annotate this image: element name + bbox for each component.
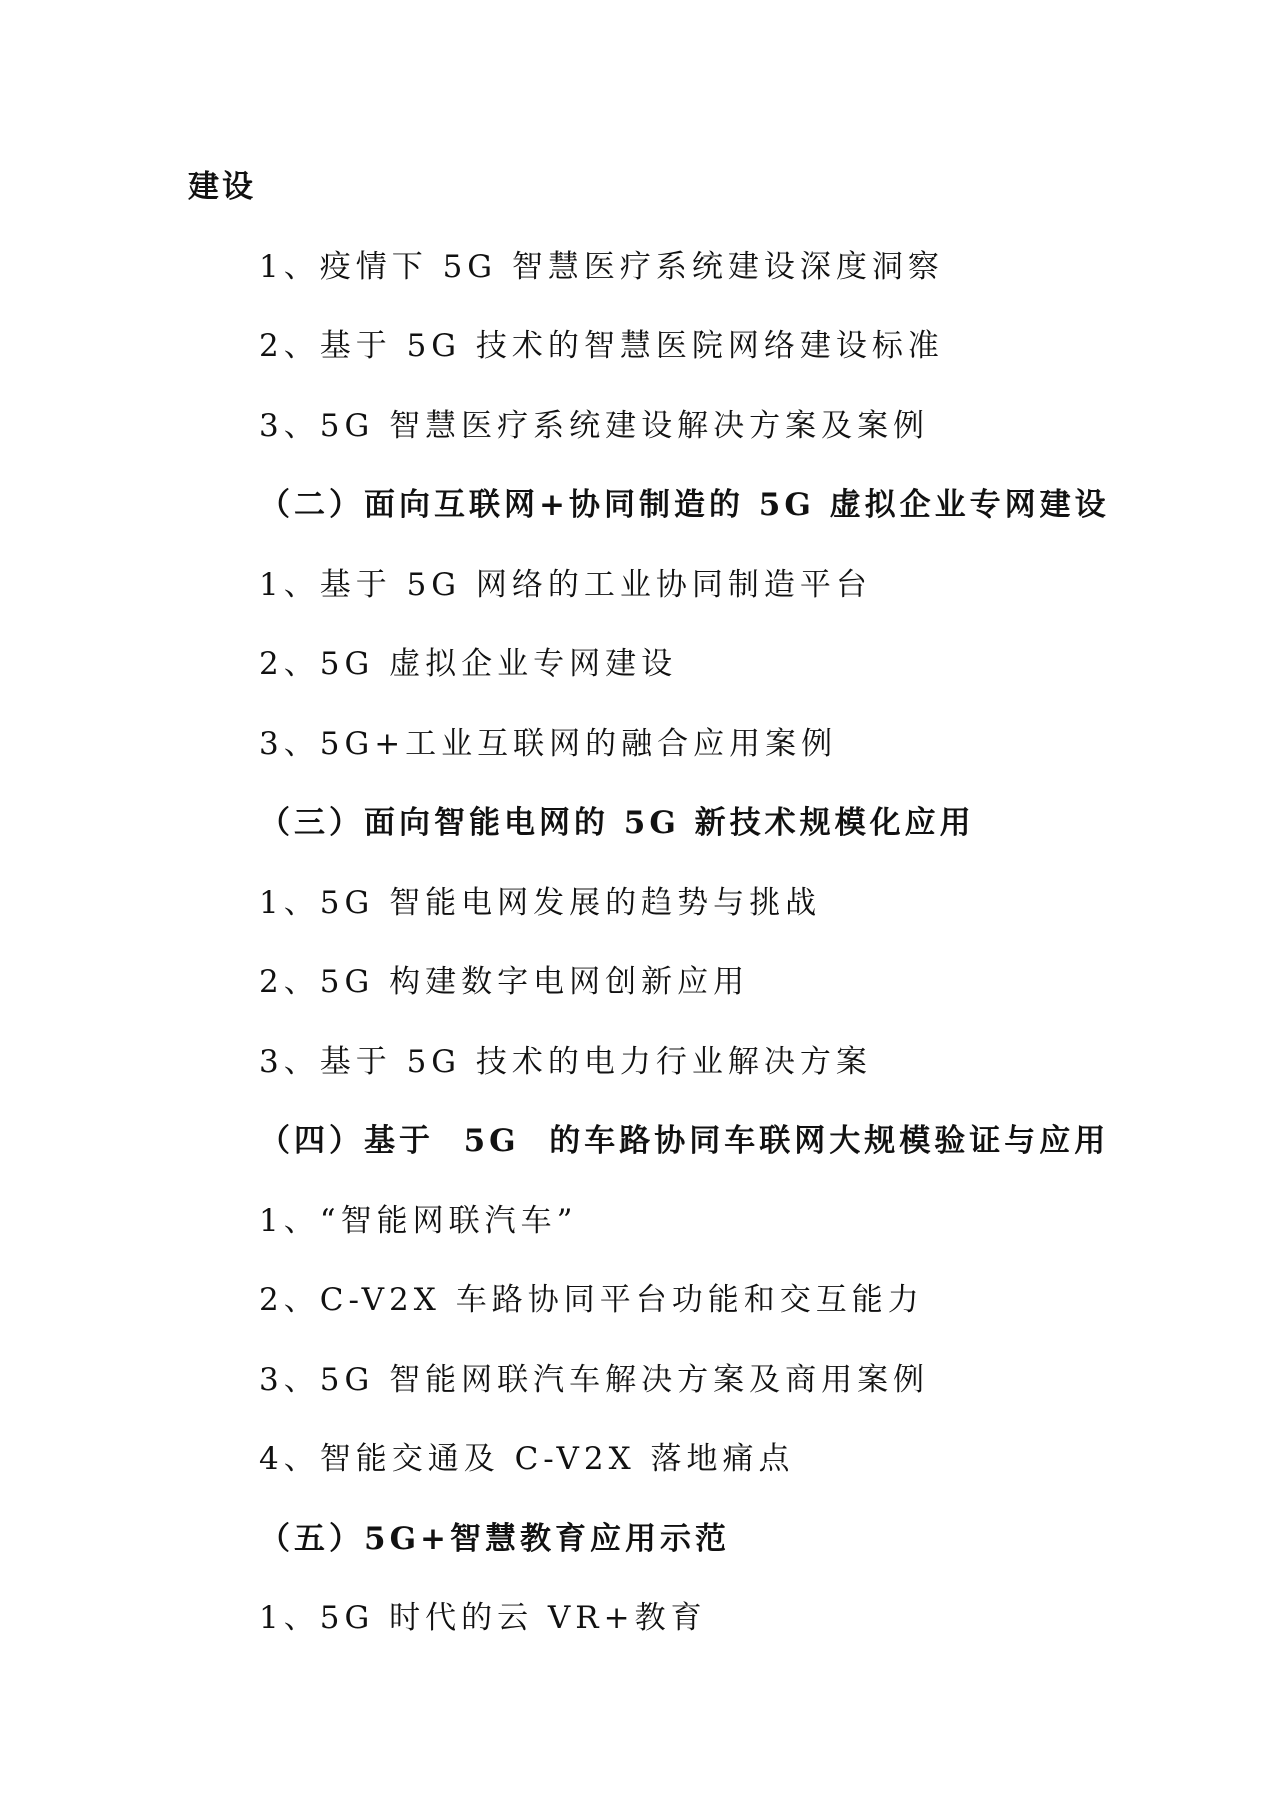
list-item: 2、基于 5G 技术的智慧医院网络建设标准 <box>259 328 944 364</box>
list-item: 1、5G 时代的云 VR+教育 <box>259 1600 707 1636</box>
list-item: 4、智能交通及 C-V2X 落地痛点 <box>259 1441 795 1477</box>
list-item: 1、“智能网联汽车” <box>259 1202 578 1239</box>
section-heading: （二）面向互联网+协同制造的 5G 虚拟企业专网建设 <box>259 487 1110 523</box>
list-item: 2、5G 虚拟企业专网建设 <box>259 646 678 682</box>
section-title-continuation: 建设 <box>188 169 256 205</box>
list-item: 2、5G 构建数字电网创新应用 <box>259 964 750 1000</box>
list-item: 3、5G 智慧医疗系统建设解决方案及案例 <box>259 407 930 444</box>
list-item: 3、5G+工业互联网的融合应用案例 <box>259 725 838 762</box>
list-item: 2、C-V2X 车路协同平台功能和交互能力 <box>259 1282 924 1318</box>
list-item: 1、5G 智能电网发展的趋势与挑战 <box>259 884 822 921</box>
section-heading: （三）面向智能电网的 5G 新技术规模化应用 <box>259 805 975 841</box>
section-heading: （四）基于 5G 的车路协同车联网大规模验证与应用 <box>259 1123 1110 1159</box>
section-heading: （五）5G+智慧教育应用示范 <box>259 1520 731 1557</box>
list-item: 1、基于 5G 网络的工业协同制造平台 <box>259 566 872 603</box>
list-item: 3、基于 5G 技术的电力行业解决方案 <box>259 1043 872 1080</box>
document-body <box>0 148 1280 1659</box>
list-item: 1、疫情下 5G 智慧医疗系统建设深度洞察 <box>259 248 944 285</box>
list-item: 3、5G 智能网联汽车解决方案及商用案例 <box>259 1361 930 1398</box>
